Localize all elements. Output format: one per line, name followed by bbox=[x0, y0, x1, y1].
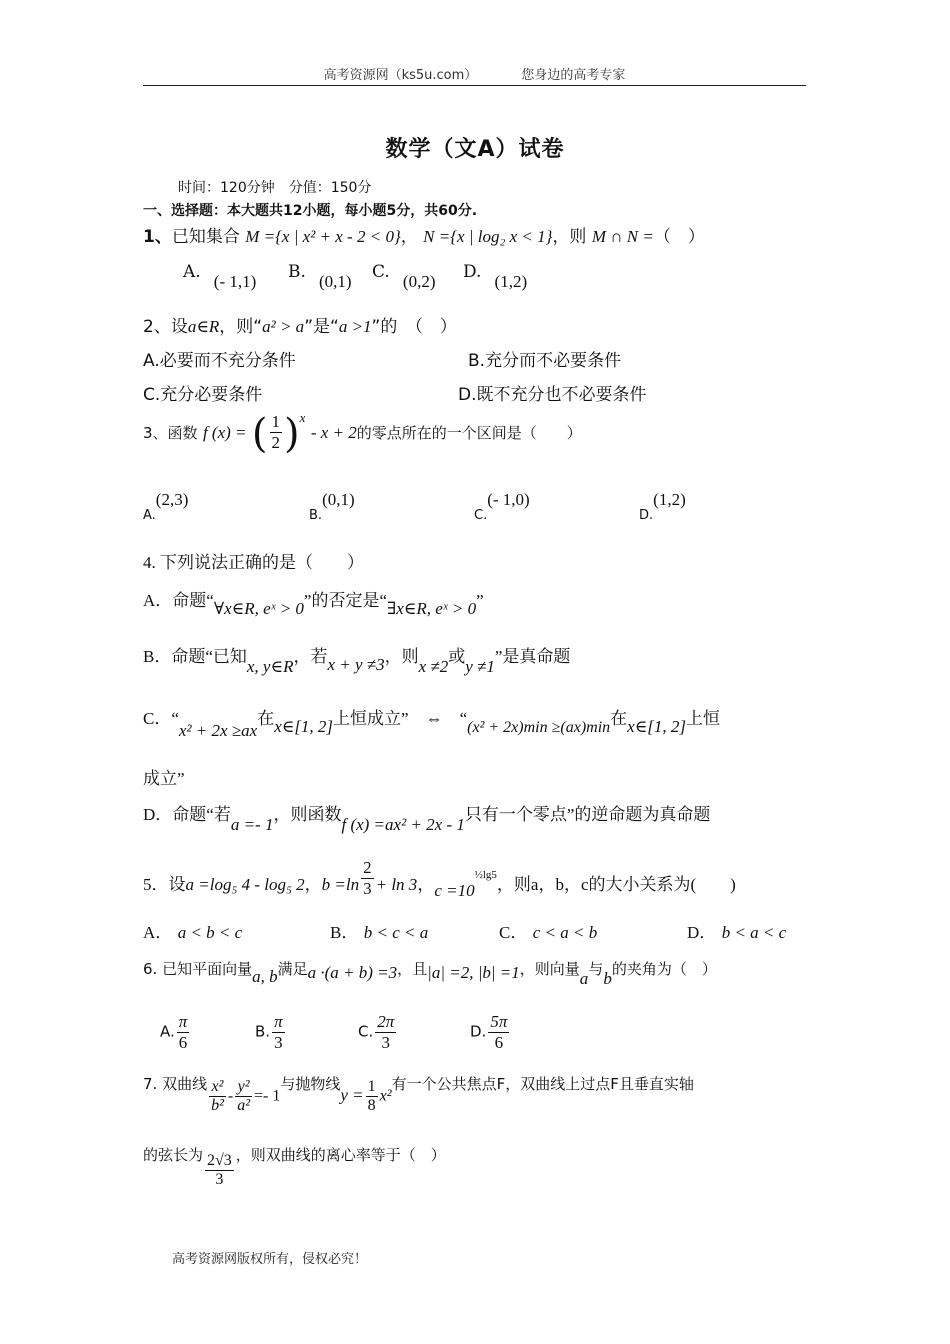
q4-b-text4: 或 bbox=[448, 647, 466, 666]
option-label: B. bbox=[309, 508, 323, 523]
page-title: 数学（文A）试卷 bbox=[385, 137, 565, 162]
q3-paren-left: ( bbox=[251, 411, 268, 457]
option-value: (- 1,1) bbox=[213, 272, 257, 291]
q3-func-lhs: f (x) = bbox=[202, 423, 247, 442]
option-value: (0,2) bbox=[402, 272, 436, 291]
q2-text3: ”的 （ ） bbox=[371, 317, 457, 337]
option-value: (0,1) bbox=[322, 490, 355, 509]
q7-rhs: =- 1 bbox=[254, 1087, 281, 1105]
q4-c-math4: x∈[1, 2] bbox=[627, 717, 687, 736]
q4-stem-text: 4. 下列说法正确的是（ ） bbox=[143, 553, 364, 572]
q5-option-c bbox=[499, 918, 597, 943]
q6-t2: ，且 bbox=[397, 960, 428, 978]
q2-text1: ，则“ bbox=[219, 317, 263, 337]
q5-b-frac bbox=[361, 858, 374, 899]
page-header bbox=[143, 64, 806, 83]
q1-text-b: ，则 bbox=[552, 227, 587, 247]
q2-option-b: B.充分而不必要条件 bbox=[468, 351, 622, 371]
q4-a-math1: ∀x∈R, eˣ > 0 bbox=[213, 599, 304, 618]
q4-b-text5: ”是真命题 bbox=[494, 647, 571, 666]
q6-t3: ，则向量 bbox=[519, 960, 580, 978]
option-frac bbox=[488, 1012, 509, 1053]
option-label: B. bbox=[255, 1022, 271, 1041]
q3-func-rest: - x + 2 bbox=[310, 423, 357, 442]
q2-option-c: C.充分必要条件 bbox=[143, 385, 263, 405]
q6-prefix: 6. 已知平面向量 bbox=[143, 960, 253, 978]
option-label: D. bbox=[463, 262, 482, 282]
q1-option-b bbox=[288, 262, 352, 291]
q4-c-math2: x∈[1, 2] bbox=[274, 717, 334, 736]
q4-d-math1: a =- 1 bbox=[230, 815, 274, 834]
q7-prefix: 7. 双曲线 bbox=[143, 1074, 208, 1093]
q6-option-c bbox=[358, 1012, 398, 1053]
frac-den: 3 bbox=[205, 1170, 234, 1189]
option-value: (- 1,0) bbox=[487, 490, 530, 509]
q3-option-c bbox=[474, 490, 530, 523]
frac-num: 2π bbox=[377, 1012, 395, 1031]
option-frac bbox=[272, 1012, 285, 1053]
q4-a-math2: ∃x∈R, eˣ > 0 bbox=[387, 599, 477, 618]
option-label: C. bbox=[474, 508, 488, 523]
q4-option-b bbox=[143, 642, 571, 676]
question-7 bbox=[143, 1074, 694, 1134]
option-label: D． bbox=[687, 923, 717, 942]
q3-option-a bbox=[143, 490, 189, 523]
q5-suffix: ，则a，b，c的大小关系为( ) bbox=[496, 875, 736, 894]
q4-option-c-cont: 成立” bbox=[143, 769, 185, 788]
option-label: C. bbox=[372, 262, 390, 282]
option-label: D. bbox=[470, 1022, 487, 1041]
q4-b-math4: y ≠1 bbox=[465, 657, 495, 676]
q3-prefix: 3、函数 bbox=[143, 424, 198, 442]
frac-den: 6 bbox=[488, 1032, 509, 1053]
q7-t1: 与抛物线 bbox=[280, 1074, 341, 1093]
q4-b-text3: ，则 bbox=[384, 647, 419, 666]
frac-num: π bbox=[178, 1012, 188, 1031]
q5-a-def: a =log₅ 4 - log₅ 2 bbox=[185, 875, 305, 894]
q4-c-text5: 上恒 bbox=[686, 709, 721, 728]
frac-num: 2√3 bbox=[207, 1152, 232, 1169]
q4-d-text2: ，则函数 bbox=[273, 805, 342, 824]
q4-d-math2: f (x) =ax² + 2x - 1 bbox=[341, 815, 465, 834]
q4-option-c bbox=[143, 704, 721, 740]
q2-option-a: A.必要而不充分条件 bbox=[143, 351, 296, 371]
frac-den: 3 bbox=[375, 1032, 396, 1053]
frac-num: 5π bbox=[490, 1012, 508, 1031]
frac-den: b² bbox=[211, 1097, 224, 1114]
q2-prefix: 2、设 bbox=[143, 317, 188, 337]
q3-paren-right: ) bbox=[284, 411, 300, 457]
q7-frac-3 bbox=[366, 1078, 378, 1115]
q4-a-text1: A．命题“ bbox=[143, 591, 214, 610]
q6-t1: 满足 bbox=[277, 960, 308, 978]
q1-set-n: N ={x | log₂ x < 1} bbox=[423, 227, 553, 246]
q1-option-a bbox=[183, 262, 257, 291]
q5-option-d bbox=[687, 918, 786, 943]
question-5: 5．设a =log₅ 4 - log₅ 2，b =ln $\frac{2}{3}$ + ln 3，c =10½lg5，则a，b，c的大小关系为( ) bbox=[143, 858, 736, 900]
q5-prefix: 5．设 bbox=[143, 875, 186, 894]
q7-t4: ，则双曲线的离心率等于（ ） bbox=[235, 1146, 446, 1164]
frac-num: 1 bbox=[367, 1078, 376, 1095]
frac-num: x² bbox=[211, 1078, 224, 1095]
question-6 bbox=[143, 958, 717, 988]
q7-cont bbox=[143, 1146, 446, 1189]
q5-option-a bbox=[143, 918, 242, 943]
q1-expr: M ∩ N = bbox=[591, 227, 654, 246]
q4-b-math1: x, y∈R bbox=[246, 657, 294, 676]
q5-b-def2: + ln 3 bbox=[375, 875, 418, 894]
q6-vb: b bbox=[603, 969, 612, 988]
q6-option-d bbox=[470, 1012, 511, 1053]
q6-option-b bbox=[255, 1012, 287, 1053]
q3-suffix: 的零点所在的一个区间是（ ） bbox=[356, 424, 582, 442]
q5-c-def: c =10 bbox=[434, 881, 475, 900]
option-value: (1,2) bbox=[653, 490, 686, 509]
option-label: A. bbox=[183, 262, 201, 282]
q4-d-text3: 只有一个零点”的逆命题为真命题 bbox=[464, 805, 711, 824]
q4-c-math3: (x² + 2x)min ≥(ax)min bbox=[467, 719, 611, 736]
q4-b-text1: B．命题“已知 bbox=[143, 647, 247, 666]
option-label: D. bbox=[639, 508, 654, 523]
q4-b-math3: x ≠2 bbox=[418, 657, 449, 676]
q7-frac-2 bbox=[235, 1078, 252, 1115]
option-label: A. bbox=[160, 1022, 175, 1041]
frac-den: 6 bbox=[177, 1032, 190, 1053]
option-label: B． bbox=[330, 923, 359, 942]
q6-mods: |a| =2, |b| =1 bbox=[427, 963, 520, 982]
q4-c-text2: 在 bbox=[257, 709, 275, 728]
question-3 bbox=[143, 410, 582, 464]
option-label: A. bbox=[143, 508, 156, 523]
section-heading: 一、选择题：本大题共12小题，每小题5分，共60分. bbox=[143, 203, 478, 219]
q2-cond3: a >1 bbox=[338, 317, 372, 336]
q4-option-a bbox=[143, 586, 484, 618]
q6-vecs: a, b bbox=[252, 967, 278, 986]
q1-option-d bbox=[463, 262, 528, 291]
q3-exp: x bbox=[299, 410, 306, 425]
option-value: (0,1) bbox=[319, 272, 352, 291]
frac-num: 1 bbox=[271, 412, 281, 431]
q1-paren: （ ） bbox=[653, 227, 705, 247]
option-value: a < b < c bbox=[177, 923, 243, 942]
frac-num: 2 bbox=[363, 858, 372, 877]
q6-t5: 的夹角为（ ） bbox=[611, 960, 717, 978]
q7-p-rhs: x² bbox=[379, 1087, 392, 1105]
q4-c-math1: x² + 2x ≥ax bbox=[178, 721, 258, 740]
frac-den: 8 bbox=[367, 1097, 376, 1114]
q7-frac-4 bbox=[205, 1152, 234, 1189]
q1-set-m: M ={x | x² + x - 2 < 0} bbox=[245, 227, 401, 246]
q4-b-text2: ，若 bbox=[293, 647, 328, 666]
option-label: C. bbox=[358, 1022, 374, 1041]
q1-option-c bbox=[372, 262, 436, 291]
q4-a-text3: ” bbox=[476, 591, 484, 610]
frac-num: π bbox=[274, 1012, 283, 1031]
q4-stem bbox=[143, 548, 364, 573]
frac-num: y² bbox=[237, 1078, 250, 1095]
q6-t4: 与 bbox=[588, 960, 604, 978]
option-value: b < c < a bbox=[363, 923, 429, 942]
option-value: (1,2) bbox=[494, 272, 528, 291]
option-label: C． bbox=[499, 923, 528, 942]
q7-frac-1 bbox=[209, 1078, 226, 1115]
q4-c-text3: 上恒成立” ⇔ “ bbox=[333, 709, 468, 728]
question-1 bbox=[143, 222, 705, 247]
option-frac bbox=[177, 1012, 190, 1053]
q7-minus: - bbox=[227, 1087, 234, 1105]
q2-text2: ”是“ bbox=[304, 317, 339, 337]
q2-cond2: a² > a bbox=[262, 317, 305, 336]
q6-va: a bbox=[579, 969, 589, 988]
q4-c-text1: C．“ bbox=[143, 709, 179, 728]
option-value: b < a < c bbox=[721, 923, 787, 942]
page-footer: 高考资源网版权所有，侵权必究！ bbox=[172, 1252, 368, 1267]
q5-c-exp: ½lg5 bbox=[474, 869, 497, 881]
q4-a-text2: ”的否定是“ bbox=[303, 591, 388, 610]
option-label: A． bbox=[143, 923, 173, 942]
q4-b-math2: x + y ≠3 bbox=[327, 655, 385, 674]
question-2 bbox=[143, 312, 457, 337]
frac-den: a² bbox=[237, 1097, 251, 1114]
option-label: B. bbox=[288, 262, 306, 282]
frac-den: 3 bbox=[272, 1032, 285, 1053]
q2-cond1: a∈R bbox=[187, 317, 220, 336]
q3-option-b bbox=[309, 490, 355, 523]
q4-c-text4: 在 bbox=[610, 709, 628, 728]
q7-t2: 有一个公共焦点F，双曲线上过点F且垂直实轴 bbox=[391, 1074, 694, 1093]
q1-sep: ， bbox=[400, 227, 418, 247]
q1-number: 1、 bbox=[143, 227, 172, 247]
header-slogan: 您身边的高考专家 bbox=[521, 68, 626, 83]
option-value: (2,3) bbox=[155, 490, 189, 509]
option-value: c < a < b bbox=[532, 923, 598, 942]
q3-frac bbox=[270, 412, 283, 453]
q2-option-d: D.既不充分也不必要条件 bbox=[458, 385, 647, 405]
frac-den: 2 bbox=[271, 433, 281, 452]
header-site: 高考资源网（ks5u.com） bbox=[323, 68, 478, 83]
exam-meta: 时间：120分钟 分值：150分 bbox=[178, 180, 372, 196]
frac-den: 3 bbox=[363, 879, 372, 898]
q3-option-d bbox=[639, 490, 686, 523]
q1-text: 已知集合 bbox=[171, 227, 240, 247]
header-rule bbox=[143, 85, 806, 86]
option-frac bbox=[375, 1012, 396, 1053]
q6-cond: a ·(a + b) =3 bbox=[307, 963, 398, 982]
q4-option-d bbox=[143, 800, 711, 834]
q7-p-lhs: y = bbox=[340, 1085, 364, 1105]
q7-t3: 的弦长为 bbox=[143, 1146, 204, 1164]
q5-option-b bbox=[330, 918, 428, 943]
q4-d-text1: D．命题“若 bbox=[143, 805, 231, 824]
q5-b-def1: b =ln bbox=[321, 875, 360, 894]
q6-option-a bbox=[160, 1012, 191, 1053]
